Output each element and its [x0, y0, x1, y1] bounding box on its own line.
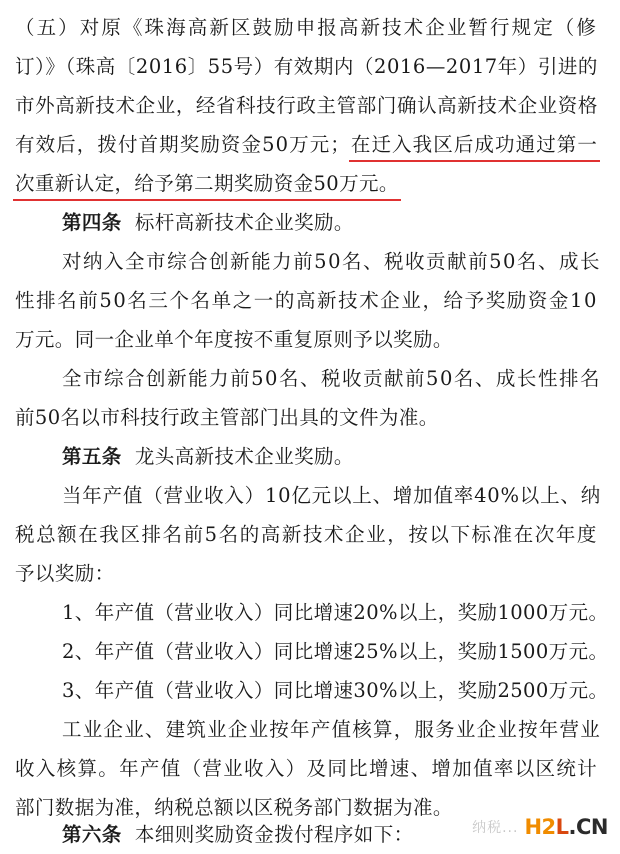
text-line [0, 593, 620, 632]
watermark [472, 814, 608, 840]
line-text: 收入核算。年产值（营业收入）及同比增速、增加值率以区统计 [15, 757, 598, 780]
line-text: 3、年产值（营业收入）同比增速30%以上，奖励2500万元。 [62, 679, 609, 702]
line-text: 部门数据为准，纳税总额以区税务部门数据为准。 [15, 796, 453, 819]
text-line [0, 398, 620, 437]
line-text: 2、年产值（营业收入）同比增速25%以上，奖励1500万元。 [62, 640, 609, 663]
line-text: 本细则奖励资金拨付程序如下： [121, 823, 414, 846]
line-text: 1、年产值（营业收入）同比增速20%以上，奖励1000万元。 [62, 601, 609, 624]
article-heading: 第六条 [62, 823, 122, 846]
text-line [0, 164, 620, 203]
text-line [0, 476, 620, 515]
line-text: 万元。同一企业单个年度按不重复原则予以奖励。 [15, 328, 453, 351]
text-line [0, 8, 620, 47]
article-heading: 第五条 [62, 445, 122, 468]
text-line [0, 86, 620, 125]
line-text: 标杆高新技术企业奖励。 [121, 211, 354, 234]
line-text: 性排名前50名三个名单之一的高新技术企业，给予奖励资金10 [15, 289, 598, 312]
text-line [0, 671, 620, 710]
text-line [0, 554, 620, 593]
text-line [0, 749, 620, 788]
text-line [0, 515, 620, 554]
line-text: 当年产值（营业收入）10亿元以上、增加值率40%以上、纳 [62, 484, 601, 507]
logo-h: H [524, 815, 542, 839]
article-heading: 第四条 [62, 211, 122, 234]
text-line [0, 125, 620, 164]
line-text: 全市综合创新能力前50名、税收贡献前50名、成长性排名 [62, 367, 601, 390]
text-line [0, 242, 620, 281]
line-text: 龙头高新技术企业奖励。 [121, 445, 354, 468]
text-line [0, 203, 620, 242]
line-text: 市外高新技术企业，经省科技行政主管部门确认高新技术企业资格 [15, 94, 598, 117]
logo-cn: .CN [568, 815, 608, 839]
line-text: 有效后，拨付首期奖励资金50万元； [15, 133, 351, 156]
text-line [0, 632, 620, 671]
text-line [0, 320, 620, 359]
logo-l: L [555, 815, 569, 839]
line-text: 税总额在我区排名前5名的高新技术企业，按以下标准在次年度 [15, 523, 598, 546]
underlined-text: 在迁入我区后成功通过第一 [351, 125, 598, 164]
text-line [0, 281, 620, 320]
line-text: （五）对原《珠海高新区鼓励申报高新技术企业暂行规定（修 [15, 16, 598, 39]
line-text: 对纳入全市综合创新能力前50名、税收贡献前50名、成长 [62, 250, 601, 273]
text-line [0, 47, 620, 86]
h2l-logo [524, 815, 608, 839]
logo-2: 2 [541, 815, 556, 839]
line-text: 予以奖励： [15, 562, 115, 585]
text-line [0, 437, 620, 476]
text-line [0, 359, 620, 398]
line-text: 前50名以市科技行政主管部门出具的文件为准。 [15, 406, 439, 429]
underlined-text: 次重新认定，给予第二期奖励资金50万元。 [15, 164, 399, 203]
text-line [0, 710, 620, 749]
line-text: 订）》（珠高〔2016〕55号）有效期内（2016—2017年）引进的 [15, 55, 598, 78]
watermark-text: 纳税... [472, 820, 519, 836]
line-text: 工业企业、建筑业企业按年产值核算，服务业企业按年营业 [62, 718, 601, 741]
